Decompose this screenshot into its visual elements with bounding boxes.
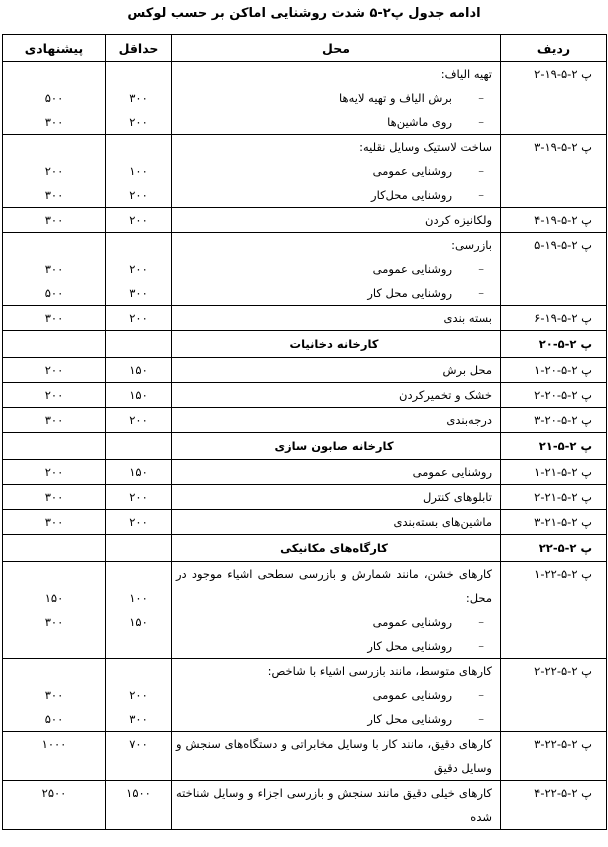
row-location: محل برش xyxy=(172,358,501,383)
row-code: پ ۲-۵-۲۲-۲ xyxy=(501,659,607,732)
table-row xyxy=(3,781,607,830)
row-min: ۷۰۰ xyxy=(106,732,172,781)
section-empty-min xyxy=(106,535,172,562)
row-code: پ ۲-۵-۲۰-۳ xyxy=(501,408,607,433)
row-recommended: ۱۰۰۰ xyxy=(3,732,106,781)
section-code: پ ۲-۵-۲۱ xyxy=(501,433,607,460)
header-code: ردیف xyxy=(501,35,607,62)
section-code: پ ۲-۵-۲۲ xyxy=(501,535,607,562)
row-location: بسته بندی xyxy=(172,306,501,331)
row-recommended: ۵۰۰ ۳۰۰ xyxy=(3,62,106,135)
row-recommended: ۳۰۰ xyxy=(3,485,106,510)
row-code: پ ۲-۵-۱۹-۴ xyxy=(501,208,607,233)
header-row xyxy=(3,35,607,62)
table-row xyxy=(3,510,607,535)
row-min: ۲۰۰ xyxy=(106,208,172,233)
row-location: درجه‌بندی xyxy=(172,408,501,433)
row-min: ۲۰۰ ۳۰۰ xyxy=(106,233,172,306)
header-location: محل xyxy=(172,35,501,62)
row-min: ۱۵۰ xyxy=(106,358,172,383)
row-code: پ ۲-۵-۲۱-۱ xyxy=(501,460,607,485)
table-row xyxy=(3,408,607,433)
row-code: پ ۲-۵-۲۲-۱ xyxy=(501,562,607,659)
row-min: ۲۰۰ xyxy=(106,408,172,433)
table-title: ادامه جدول پ۲-۵ شدت روشنایی اماکن بر حسب لوکس xyxy=(127,6,481,21)
table-row xyxy=(3,233,607,306)
row-recommended: ۲۰۰ xyxy=(3,358,106,383)
row-code: پ ۲-۵-۲۲-۳ xyxy=(501,732,607,781)
row-location: کارهای خیلی دقیق مانند سنجش و بازرسی اجزاء و وسایل شناخته شده xyxy=(172,781,501,830)
row-recommended: ۳۰۰ xyxy=(3,510,106,535)
table-row xyxy=(3,358,607,383)
row-location: ماشین‌های بسته‌بندی xyxy=(172,510,501,535)
section-empty-rec xyxy=(3,535,106,562)
row-code: پ ۲-۵-۲۲-۴ xyxy=(501,781,607,830)
row-min: ۲۰۰ xyxy=(106,306,172,331)
row-location: بازرسی: – روشنایی عمومی – روشنایی محل کار xyxy=(172,233,501,306)
section-empty-rec xyxy=(3,331,106,358)
row-location: کارهای خشن، مانند شمارش و بازرسی سطحی اشیاء موجود در محل: – روشنایی عمومی – روشنایی محل کار xyxy=(172,562,501,659)
section-empty-rec xyxy=(3,433,106,460)
row-recommended: ۳۰۰ xyxy=(3,208,106,233)
row-location: تهیه الیاف: – برش الیاف و تهیه لایه‌ها – روی ماشین‌ها xyxy=(172,62,501,135)
row-recommended: ۲۰۰ xyxy=(3,383,106,408)
header-min: حداقل xyxy=(106,35,172,62)
table-row xyxy=(3,562,607,659)
row-recommended: ۲۵۰۰ xyxy=(3,781,106,830)
row-min: ۳۰۰ ۲۰۰ xyxy=(106,62,172,135)
row-location: تابلوهای کنترل xyxy=(172,485,501,510)
table-row xyxy=(3,732,607,781)
row-location: کارهای دقیق، مانند کار با وسایل مخابراتی و دستگاه‌های سنجش و وسایل دقیق xyxy=(172,732,501,781)
row-min: ۲۰۰ xyxy=(106,510,172,535)
section-empty-min xyxy=(106,331,172,358)
section-code: پ ۲-۵-۲۰ xyxy=(501,331,607,358)
row-location: ساخت لاستیک وسایل نقلیه: – روشنایی عمومی – روشنایی محل‌کار xyxy=(172,135,501,208)
illuminance-table xyxy=(2,34,607,830)
row-recommended: ۲۰۰ xyxy=(3,460,106,485)
table-row xyxy=(3,485,607,510)
section-title: کارگاه‌های مکانیکی xyxy=(172,535,501,562)
section-title: کارخانه دخانیات xyxy=(172,331,501,358)
row-code: پ ۲-۵-۱۹-۵ xyxy=(501,233,607,306)
table-row xyxy=(3,383,607,408)
row-location: خشک و تخمیرکردن xyxy=(172,383,501,408)
section-empty-min xyxy=(106,433,172,460)
row-code: پ ۲-۵-۲۱-۲ xyxy=(501,485,607,510)
row-code: پ ۲-۵-۲۱-۳ xyxy=(501,510,607,535)
row-code: پ ۲-۵-۲۰-۱ xyxy=(501,358,607,383)
row-recommended: ۳۰۰ xyxy=(3,408,106,433)
row-location: کارهای متوسط، مانند بازرسی اشیاء با شاخص: – روشنایی عمومی – روشنایی محل کار xyxy=(172,659,501,732)
table-row xyxy=(3,306,607,331)
row-location: ولکانیزه کردن xyxy=(172,208,501,233)
row-recommended: ۳۰۰ ۵۰۰ xyxy=(3,659,106,732)
section-title: کارخانه صابون سازی xyxy=(172,433,501,460)
row-recommended: ۳۰۰ xyxy=(3,306,106,331)
row-code: پ ۲-۵-۱۹-۶ xyxy=(501,306,607,331)
table-row xyxy=(3,135,607,208)
table-row xyxy=(3,659,607,732)
row-min: ۱۰۰ ۱۵۰ xyxy=(106,562,172,659)
section-row xyxy=(3,535,607,562)
table-row xyxy=(3,460,607,485)
row-min: ۲۰۰ xyxy=(106,485,172,510)
section-row xyxy=(3,433,607,460)
row-recommended: ۳۰۰ ۵۰۰ xyxy=(3,233,106,306)
row-code: پ ۲-۵-۱۹-۲ xyxy=(501,62,607,135)
row-recommended: ۲۰۰ ۳۰۰ xyxy=(3,135,106,208)
table-row xyxy=(3,62,607,135)
row-min: ۱۰۰ ۲۰۰ xyxy=(106,135,172,208)
row-location: روشنایی عمومی xyxy=(172,460,501,485)
row-recommended: ۱۵۰ ۳۰۰ xyxy=(3,562,106,659)
row-code: پ ۲-۵-۲۰-۲ xyxy=(501,383,607,408)
table-row xyxy=(3,208,607,233)
section-row xyxy=(3,331,607,358)
header-recommended: پیشنهادی xyxy=(3,35,106,62)
row-code: پ ۲-۵-۱۹-۳ xyxy=(501,135,607,208)
row-min: ۱۵۰ xyxy=(106,460,172,485)
row-min: ۱۵۰ xyxy=(106,383,172,408)
row-min: ۱۵۰۰ xyxy=(106,781,172,830)
row-min: ۲۰۰ ۳۰۰ xyxy=(106,659,172,732)
